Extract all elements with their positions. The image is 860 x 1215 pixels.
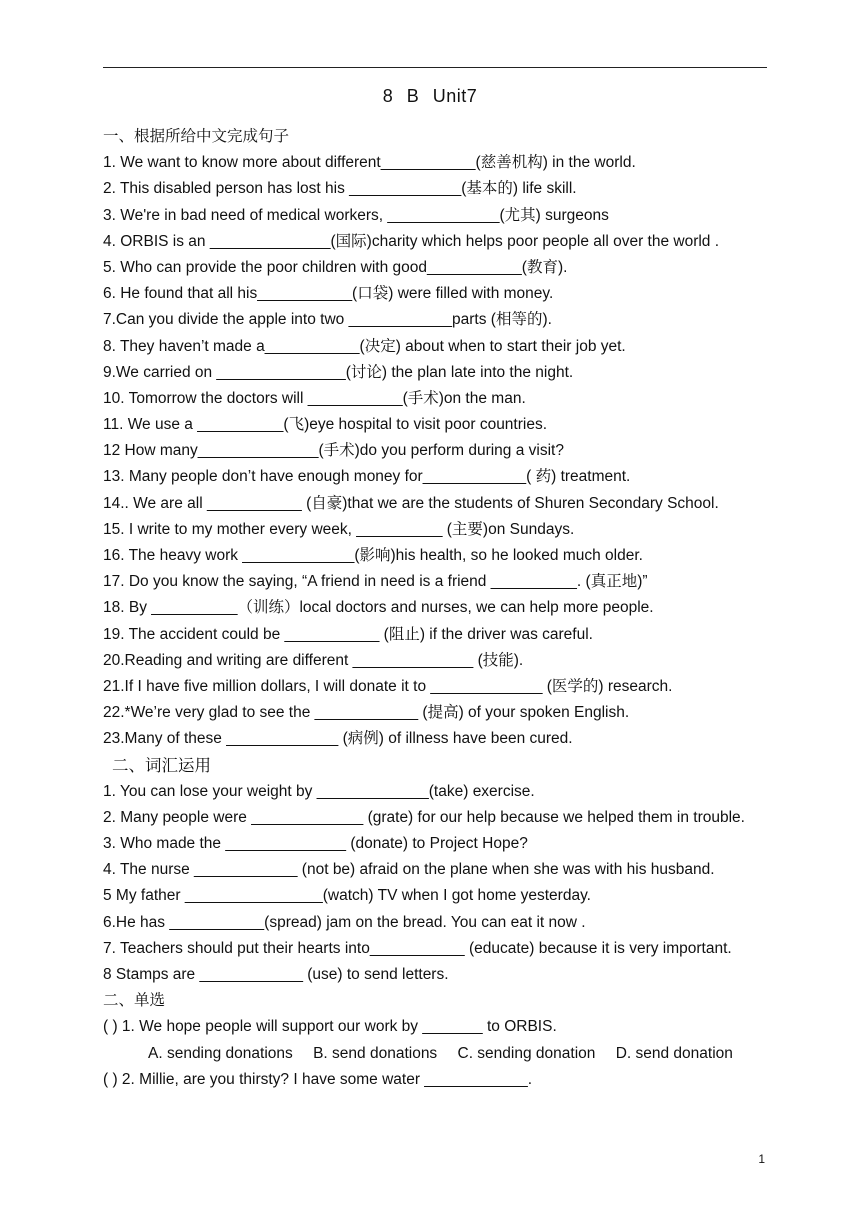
- choice-question: ( ) 1. We hope people will support our work by _______ to ORBIS.: [103, 1018, 557, 1036]
- vocab-item: 3. Who made the ______________ (donate) to Project Hope?: [103, 835, 528, 853]
- sentence-item: 19. The accident could be ___________ (阻止) if the driver was careful.: [103, 625, 593, 643]
- sentence-item: 6. He found that all his___________(口袋) were filled with money.: [103, 285, 554, 303]
- vocab-item: 1. You can lose your weight by _____________(take) exercise.: [103, 782, 535, 800]
- sentence-item: 14.. We are all ___________ (自豪)that we are the students of Shuren Secondary School.: [103, 494, 719, 512]
- option-d: D. send donation: [615, 1044, 733, 1062]
- sentence-item: 13. Many people don’t have enough money for____________( 药) treatment.: [103, 468, 631, 486]
- vocab-item: 4. The nurse ____________ (not be) afraid on the plane when she was with his husband.: [103, 861, 715, 879]
- section-heading-multiple-choice: 二、单选: [103, 992, 166, 1010]
- vocab-item: 2. Many people were _____________ (grate) for our help because we helped them in trouble.: [103, 808, 745, 826]
- sentence-item: 11. We use a __________(飞)eye hospital to visit poor countries.: [103, 416, 548, 434]
- sentence-item: 4. ORBIS is an ______________(国际)charity which helps poor people all over the world .: [103, 232, 720, 250]
- sentence-item: 8. They haven’t made a___________(决定) about when to start their job yet.: [103, 337, 626, 355]
- sentence-item: 18. By __________（训练）local doctors and nurses, we can help more people.: [103, 599, 654, 617]
- page-title: 8 B Unit7: [382, 86, 478, 106]
- vocab-item: 7. Teachers should put their hearts into___________ (educate) because it is very important.: [103, 939, 732, 957]
- sentence-item: 12 How many______________(手术)do you perform during a visit?: [103, 442, 564, 460]
- sentence-item: 16. The heavy work _____________(影响)his health, so he looked much older.: [103, 547, 643, 564]
- worksheet-content: [103, 124, 770, 1093]
- vocab-item: 5 My father ________________(watch) TV when I got home yesterday.: [103, 887, 591, 905]
- choice-options: [103, 1041, 770, 1067]
- sentence-item: 2. This disabled person has lost his _____________(基本的) life skill.: [103, 180, 577, 198]
- sentence-item: 20.Reading and writing are different ______________ (技能).: [103, 651, 524, 669]
- header-rule: [103, 67, 767, 68]
- page-number: 1: [758, 1152, 765, 1166]
- sentence-item: 21.If I have five million dollars, I will donate it to _____________ (医学的) research.: [103, 677, 673, 695]
- vocab-item: 6.He has ___________(spread) jam on the bread. You can eat it now .: [103, 913, 586, 931]
- sentence-item: 1. We want to know more about different___________(慈善机构) in the world.: [103, 154, 636, 172]
- section-heading-translation: 一、根据所给中文完成句子: [103, 128, 290, 145]
- sentence-item: 15. I write to my mother every week, __________ (主要)on Sundays.: [103, 520, 575, 538]
- vocab-item: 8 Stamps are ____________ (use) to send letters.: [103, 966, 449, 984]
- option-b: B. send donations: [313, 1044, 438, 1062]
- sentence-item: 7.Can you divide the apple into two ____________parts (相等的).: [103, 311, 552, 329]
- sentence-item: 10. Tomorrow the doctors will ___________(手术)on the man.: [103, 389, 526, 407]
- sentence-item: 22.*We’re very glad to see the ____________ (提高) of your spoken English.: [103, 704, 630, 722]
- sentence-item: 23.Many of these _____________ (病例) of illness have been cured.: [103, 730, 573, 748]
- sentence-item: 5. Who can provide the poor children with good___________(教育).: [103, 258, 568, 276]
- option-a: A. sending donations: [148, 1044, 293, 1062]
- section-heading-vocabulary: 二、词汇运用: [112, 756, 211, 775]
- sentence-item: 17. Do you know the saying, “A friend in need is a friend __________. (真正地)”: [103, 573, 648, 591]
- option-c: C. sending donation: [457, 1044, 596, 1062]
- sentence-item: 3. We're in bad need of medical workers, _____________(尤其) surgeons: [103, 206, 609, 224]
- sentence-item: 9.We carried on _______________(讨论) the plan late into the night.: [103, 363, 574, 381]
- choice-question: ( ) 2. Millie, are you thirsty? I have some water ____________.: [103, 1070, 533, 1088]
